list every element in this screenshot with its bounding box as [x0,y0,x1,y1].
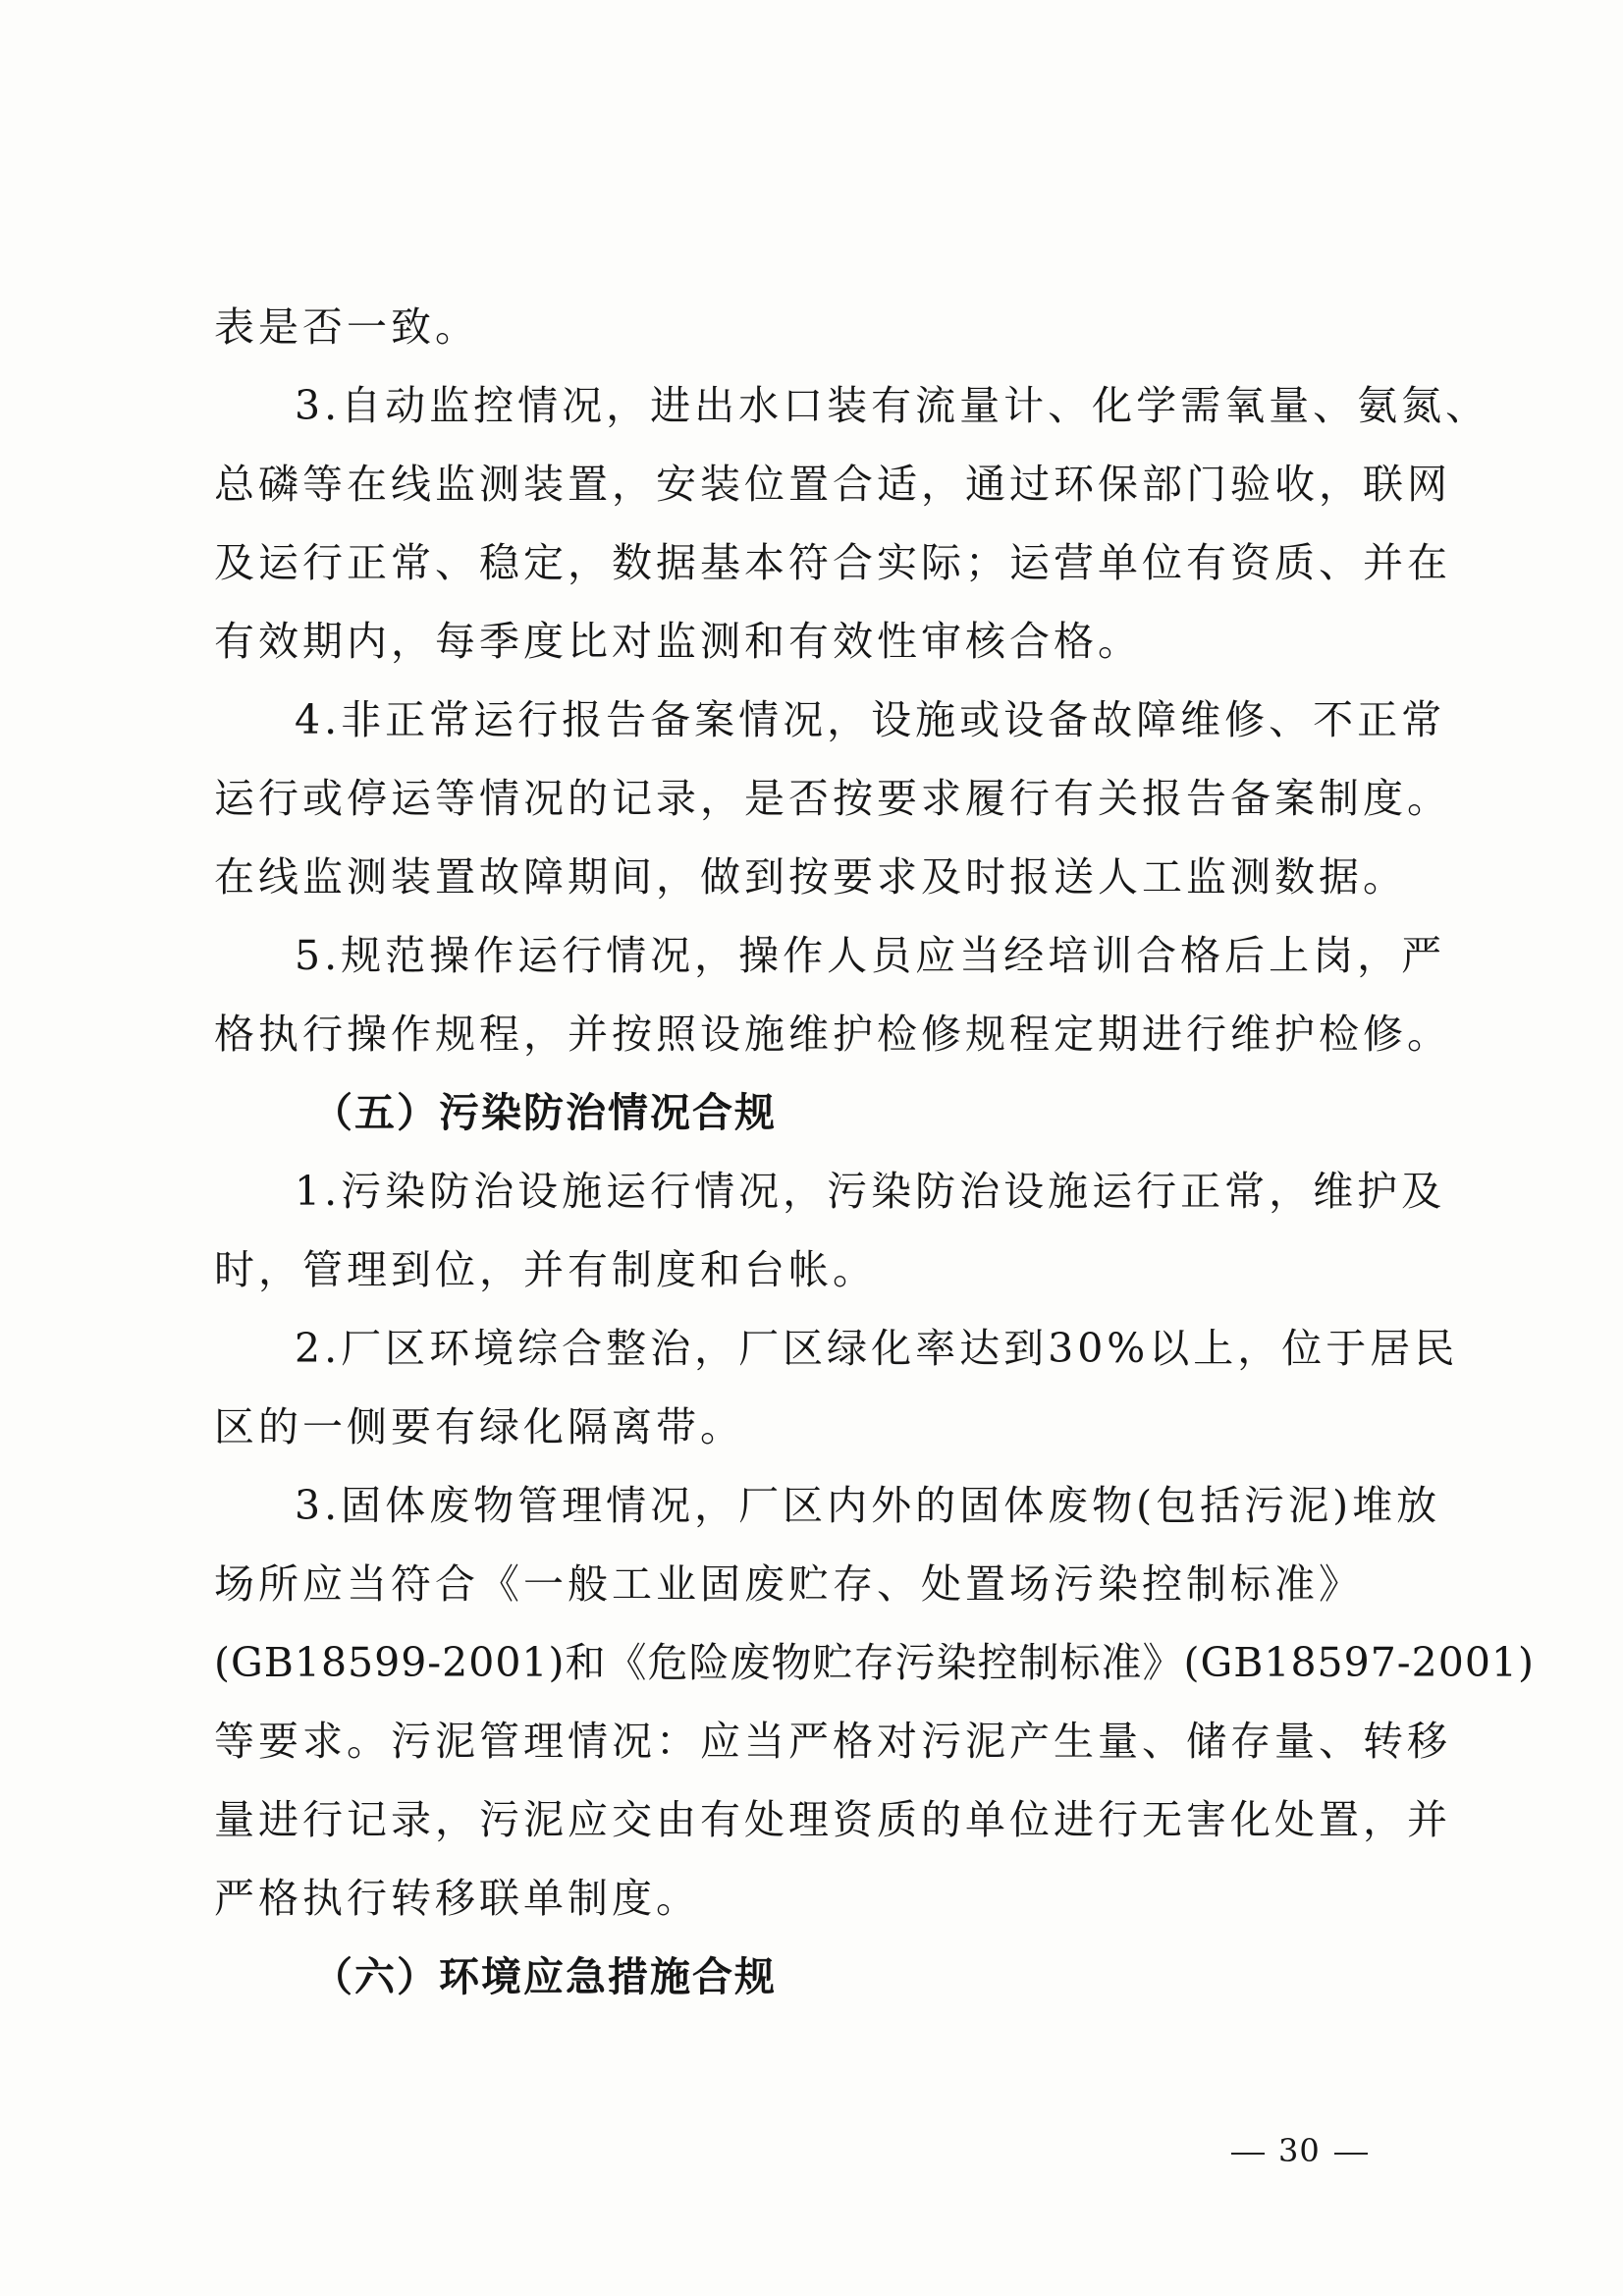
body-line-standards: (GB18599-2001)和《危险废物贮存污染控制标准》(GB18597-2001) [214,1639,1535,1686]
section-heading-6: （六）环境应急措施合规 [312,1953,777,2000]
body-line: 运行或停运等情况的记录，是否按要求履行有关报告备案制度。 [214,775,1451,822]
body-line: 量进行记录，污泥应交由有处理资质的单位进行无害化处置，并 [214,1796,1451,1843]
body-line: 有效期内，每季度比对监测和有效性审核合格。 [214,618,1142,665]
body-line: 等要求。污泥管理情况：应当严格对污泥产生量、储存量、转移 [214,1718,1451,1765]
list-item-3-line: 3.自动监控情况，进出水口装有流量计、化学需氧量、氨氮、 [295,382,1490,429]
list-item-2-line: 2.厂区环境综合整治，厂区绿化率达到30%以上，位于居民 [295,1325,1459,1372]
list-item-4-line: 4.非正常运行报告备案情况，设施或设备故障维修、不正常 [295,696,1446,743]
body-line: 总磷等在线监测装置，安装位置合适，通过环保部门验收，联网 [214,461,1451,508]
page-number-value: 30 [1278,2132,1321,2169]
body-line: 场所应当符合《一般工业固废贮存、处置场污染控制标准》 [214,1560,1363,1608]
body-line: 严格执行转移联单制度。 [214,1875,700,1922]
body-line: 时，管理到位，并有制度和台帐。 [214,1246,877,1293]
body-line: 表是否一致。 [214,303,479,351]
section-heading-5: （五）污染防治情况合规 [312,1089,777,1136]
page-number-dash-right [1334,2153,1368,2155]
page-number [1217,2131,1434,2170]
list-item-3b-line: 3.固体废物管理情况，厂区内外的固体废物(包括污泥)堆放 [295,1482,1441,1529]
list-item-5-line: 5.规范操作运行情况，操作人员应当经培训合格后上岗，严 [295,932,1446,979]
body-line: 格执行操作规程，并按照设施维护检修规程定期进行维护检修。 [214,1011,1451,1058]
list-item-1-line: 1.污染防治设施运行情况，污染防治设施运行正常，维护及 [295,1168,1446,1215]
body-line: 在线监测装置故障期间，做到按要求及时报送人工监测数据。 [214,853,1407,901]
body-line: 及运行正常、稳定，数据基本符合实际；运营单位有资质、并在 [214,539,1451,586]
page-number-dash-left [1231,2153,1265,2155]
body-line: 区的一侧要有绿化隔离带。 [214,1403,744,1450]
